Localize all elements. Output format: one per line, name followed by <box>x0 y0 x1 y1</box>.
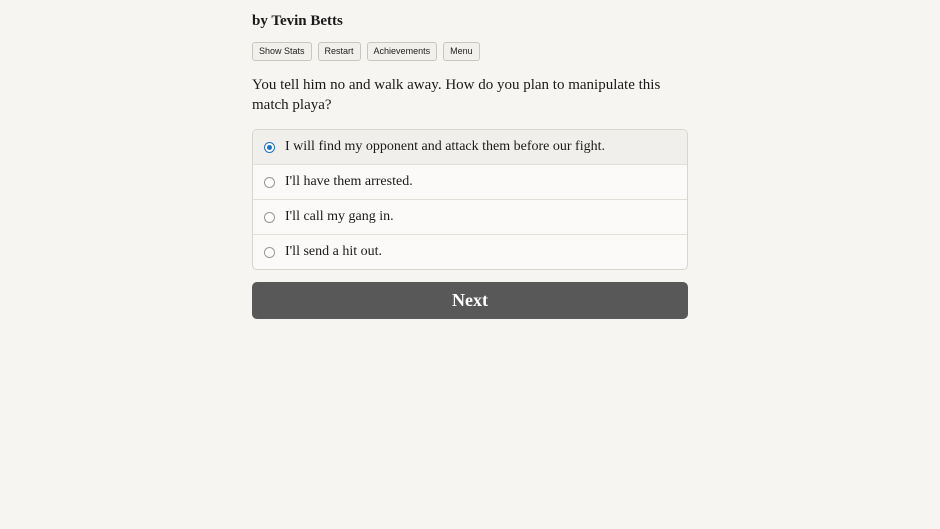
choice-option-4[interactable] <box>253 235 687 269</box>
story-column <box>252 0 688 319</box>
show-stats-button[interactable]: Show Stats <box>252 42 312 61</box>
choice-option-1[interactable] <box>253 130 687 165</box>
choice-label: I will find my opponent and attack them before our fight. <box>285 139 605 154</box>
menu-button[interactable]: Menu <box>443 42 480 61</box>
next-button[interactable]: Next <box>252 282 688 319</box>
restart-button[interactable]: Restart <box>318 42 361 61</box>
choice-list <box>252 129 688 270</box>
story-prompt: You tell him no and walk away. How do you plan to manipulate this match playa? <box>252 77 661 113</box>
game-toolbar <box>252 42 688 61</box>
radio-icon[interactable] <box>264 212 275 223</box>
choice-label: I'll call my gang in. <box>285 209 394 224</box>
choice-label: I'll have them arrested. <box>285 174 413 189</box>
achievements-button[interactable]: Achievements <box>367 42 438 61</box>
choice-label: I'll send a hit out. <box>285 244 383 259</box>
radio-icon[interactable] <box>264 177 275 188</box>
byline: by Tevin Betts <box>252 13 343 29</box>
radio-icon[interactable] <box>264 142 275 153</box>
radio-icon[interactable] <box>264 247 275 258</box>
choice-option-2[interactable] <box>253 165 687 200</box>
choice-option-3[interactable] <box>253 200 687 235</box>
